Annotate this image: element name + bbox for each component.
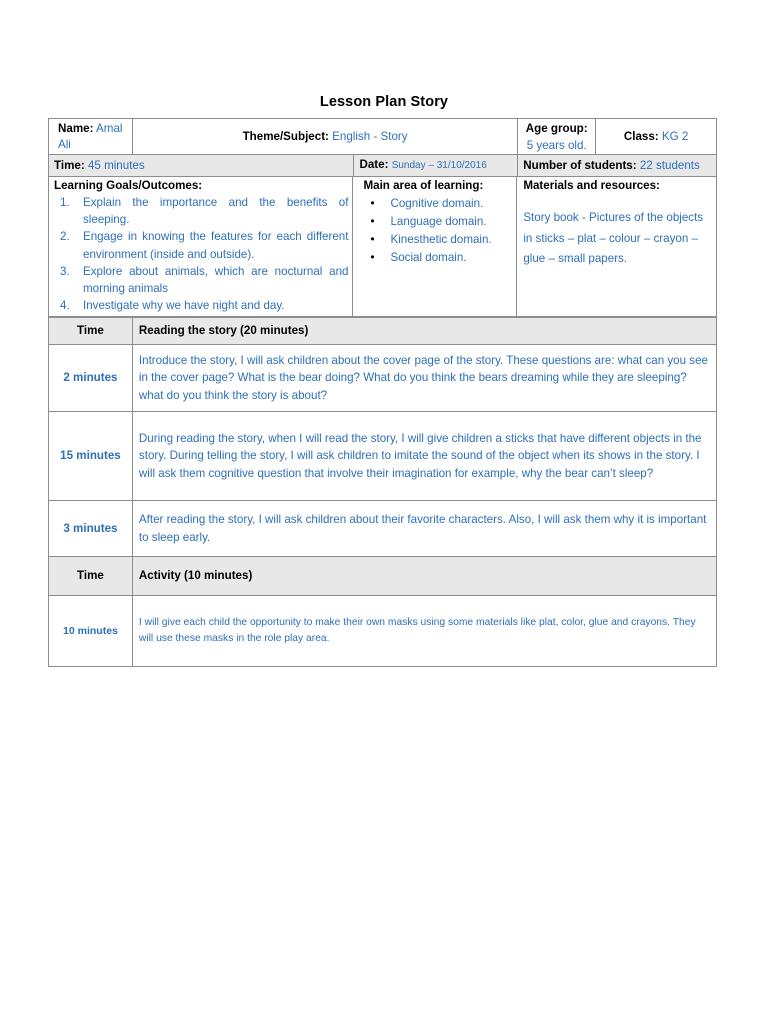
date-label: Date:: [359, 158, 389, 171]
goals-heading: Learning Goals/Outcomes:: [54, 179, 203, 192]
name-label: Name:: [58, 121, 94, 135]
date-value: Sunday – 31/10/2016: [391, 160, 487, 171]
bullet-icon: •: [370, 215, 375, 228]
bullet-icon: •: [370, 197, 375, 210]
row-time: 3 minutes: [49, 501, 133, 557]
list-item: • Cognitive domain.: [363, 195, 512, 213]
name-value: Amal Ali: [58, 121, 123, 151]
header-table: [48, 118, 717, 177]
table-row: [49, 412, 717, 501]
areas-cell: [353, 177, 517, 317]
row-text: After reading the story, I will ask children about their favorite characters. Also, I will ask them why it is important to sleep early.: [132, 501, 716, 557]
reading-time-header: Time: [49, 318, 133, 345]
age-cell: [518, 119, 596, 155]
materials-heading: Materials and resources:: [523, 179, 660, 192]
activity-time-header: Time: [49, 557, 133, 596]
row-time: 10 minutes: [49, 596, 133, 667]
row-text: I will give each child the opportunity to make their own masks using some materials like plat, color, glue and crayons. They will use these masks in the role play area.: [132, 596, 716, 667]
class-label: Class:: [623, 129, 659, 143]
bullet-icon: •: [370, 251, 375, 264]
row-time: 15 minutes: [49, 412, 133, 501]
table-row: [49, 596, 717, 667]
students-cell: [518, 155, 717, 177]
name-cell: [49, 119, 133, 155]
list-item: • Language domain.: [363, 213, 512, 231]
age-label: Age group:: [525, 121, 588, 135]
goals-table: [48, 176, 717, 317]
theme-cell: [132, 119, 517, 155]
list-item: 2. Engage in knowing the features for each different environment (inside and outside).: [60, 230, 349, 261]
list-item: • Kinesthetic domain.: [363, 231, 512, 249]
list-item: • Social domain.: [363, 249, 512, 267]
table-row: [49, 501, 717, 557]
students-value: 22 students: [639, 158, 700, 172]
areas-list: [363, 195, 512, 267]
students-label: Number of students:: [523, 158, 637, 172]
goals-list: [54, 194, 348, 314]
table-row: [49, 345, 717, 412]
time-cell: [49, 155, 354, 177]
list-item: 3. Explore about animals, which are nocturnal and morning animals: [60, 264, 349, 296]
goals-cell: [49, 177, 353, 317]
row-time: 2 minutes: [49, 345, 133, 412]
activity-section-header: Activity (10 minutes): [132, 557, 716, 596]
row-text: Introduce the story, I will ask children about the cover page of the story. These questions are: what can you see in the cover page? What is the bear doing? What do you think the bears dreaming while they are sleeping? what do you think the story is about?: [132, 345, 716, 412]
areas-heading: Main area of learning:: [363, 179, 484, 192]
row-text: During reading the story, when I will read the story, I will give children a sticks that have different objects in the story. During telling the story, I will ask children to imitate the sound of the object when its shows in the story. I will ask them cognitive question that involve their imagination for example, why the bear can’t sleep?: [132, 412, 716, 501]
class-cell: [596, 119, 717, 155]
time-value: 45 minutes: [87, 158, 145, 172]
materials-text: Story book - Pictures of the objects in sticks – plat – colour – crayon – glue – small papers.: [523, 211, 704, 265]
page-title: Lesson Plan Story: [319, 94, 449, 110]
list-item: 1. Explain the importance and the benefits of sleeping.: [60, 196, 349, 227]
date-cell: [354, 155, 518, 177]
age-value: 5 years old.: [526, 138, 587, 152]
reading-table: [48, 317, 717, 667]
bullet-icon: •: [370, 233, 375, 246]
theme-value: English - Story: [332, 129, 408, 143]
time-label: Time:: [54, 158, 85, 172]
materials-cell: [517, 177, 717, 317]
class-value: KG 2: [661, 129, 689, 143]
list-item: 4. Investigate why we have night and day.: [60, 299, 285, 313]
theme-label: Theme/Subject:: [242, 129, 329, 143]
reading-section-header: Reading the story (20 minutes): [132, 318, 716, 345]
